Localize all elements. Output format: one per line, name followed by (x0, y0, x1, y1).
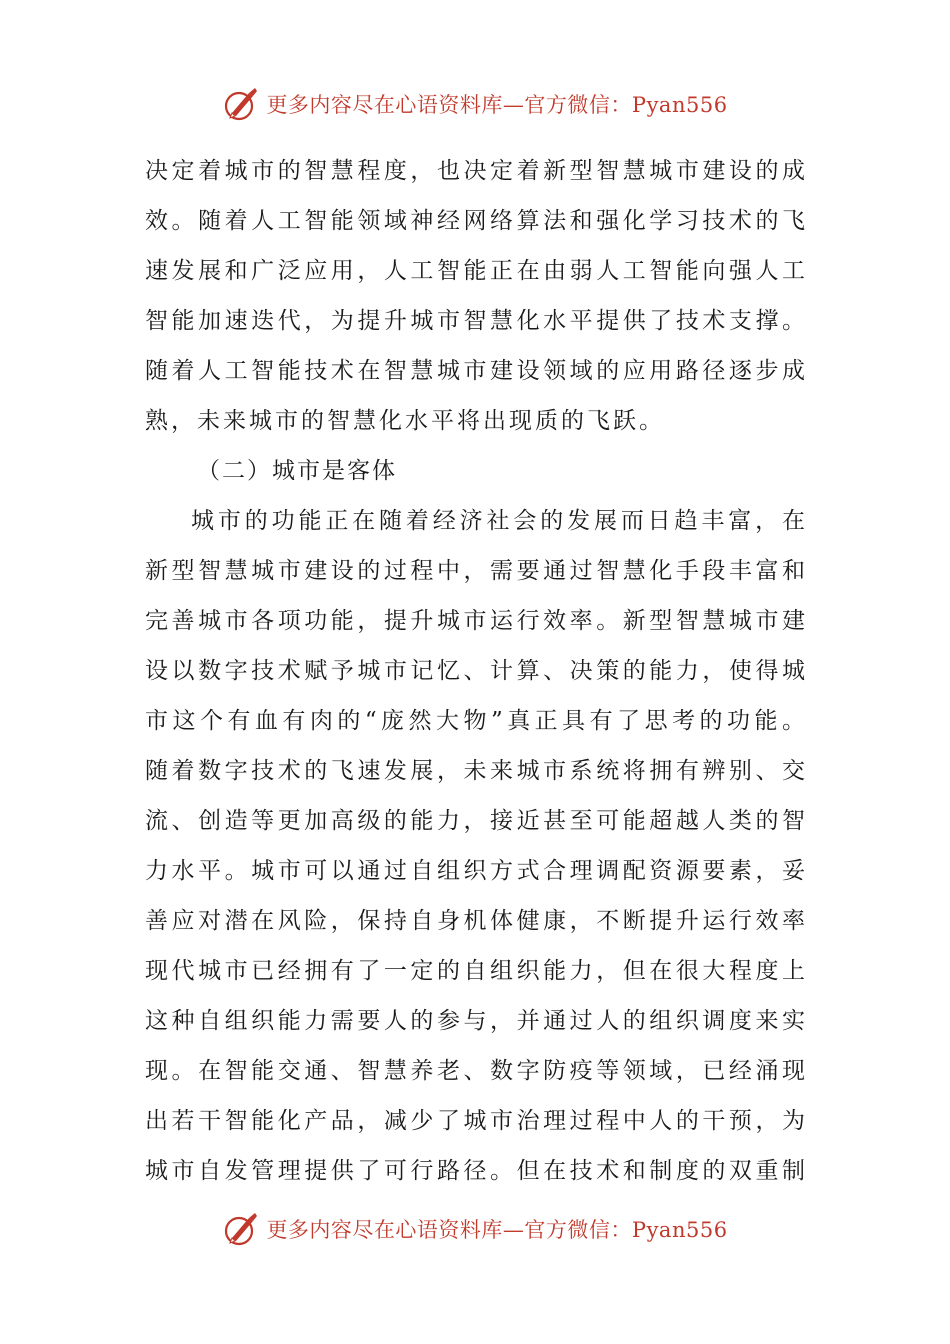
text-line: 智能加速迭代，为提升城市智慧化水平提供了技术支撑。 (145, 308, 805, 334)
text-line: 速发展和广泛应用，人工智能正在由弱人工智能向强人工 (145, 258, 805, 284)
pen-logo-icon (222, 1210, 260, 1248)
document-body (145, 146, 805, 1196)
text-line: 出若干智能化产品，减少了城市治理过程中人的干预，为 (145, 1108, 805, 1134)
text-line: 市这个有血有肉的“庞然大物”真正具有了思考的功能。 (145, 708, 805, 734)
text-line: 随着数字技术的飞速发展，未来城市系统将拥有辨别、交 (145, 758, 805, 784)
pen-logo-icon (222, 85, 260, 123)
text-line: 城市自发管理提供了可行路径。但在技术和制度的双重制 (145, 1158, 805, 1184)
header-banner (0, 82, 950, 126)
text-line: 力水平。城市可以通过自组织方式合理调配资源要素，妥 (145, 858, 805, 884)
text-line: 现代城市已经拥有了一定的自组织能力，但在很大程度上 (145, 958, 805, 984)
text-line: 这种自组织能力需要人的参与，并通过人的组织调度来实 (145, 1008, 805, 1034)
text-line: 现。在智能交通、智慧养老、数字防疫等领域，已经涌现 (145, 1058, 805, 1084)
text-line: 流、创造等更加高级的能力，接近甚至可能超越人类的智 (145, 808, 805, 834)
text-line: 城市的功能正在随着经济社会的发展而日趋丰富，在 (191, 508, 805, 534)
text-line: 善应对潜在风险，保持自身机体健康，不断提升运行效率 (145, 908, 805, 934)
text-line: 熟，未来城市的智慧化水平将出现质的飞跃。 (145, 408, 665, 434)
footer-banner (0, 1207, 950, 1251)
section-heading: （二）城市是客体 (197, 458, 397, 484)
text-line: 设以数字技术赋予城市记忆、计算、决策的能力，使得城 (145, 658, 805, 684)
text-line: 完善城市各项功能，提升城市运行效率。新型智慧城市建 (145, 608, 805, 634)
text-line: 随着人工智能技术在智慧城市建设领域的应用路径逐步成 (145, 358, 805, 384)
text-line: 效。随着人工智能领域神经网络算法和强化学习技术的飞 (145, 208, 805, 234)
footer-banner-text: 更多内容尽在心语资料库—官方微信：Pyan556 (266, 1218, 728, 1242)
text-line: 决定着城市的智慧程度，也决定着新型智慧城市建设的成 (145, 158, 805, 184)
text-line: 新型智慧城市建设的过程中，需要通过智慧化手段丰富和 (145, 558, 805, 584)
header-banner-text: 更多内容尽在心语资料库—官方微信：Pyan556 (266, 93, 728, 117)
